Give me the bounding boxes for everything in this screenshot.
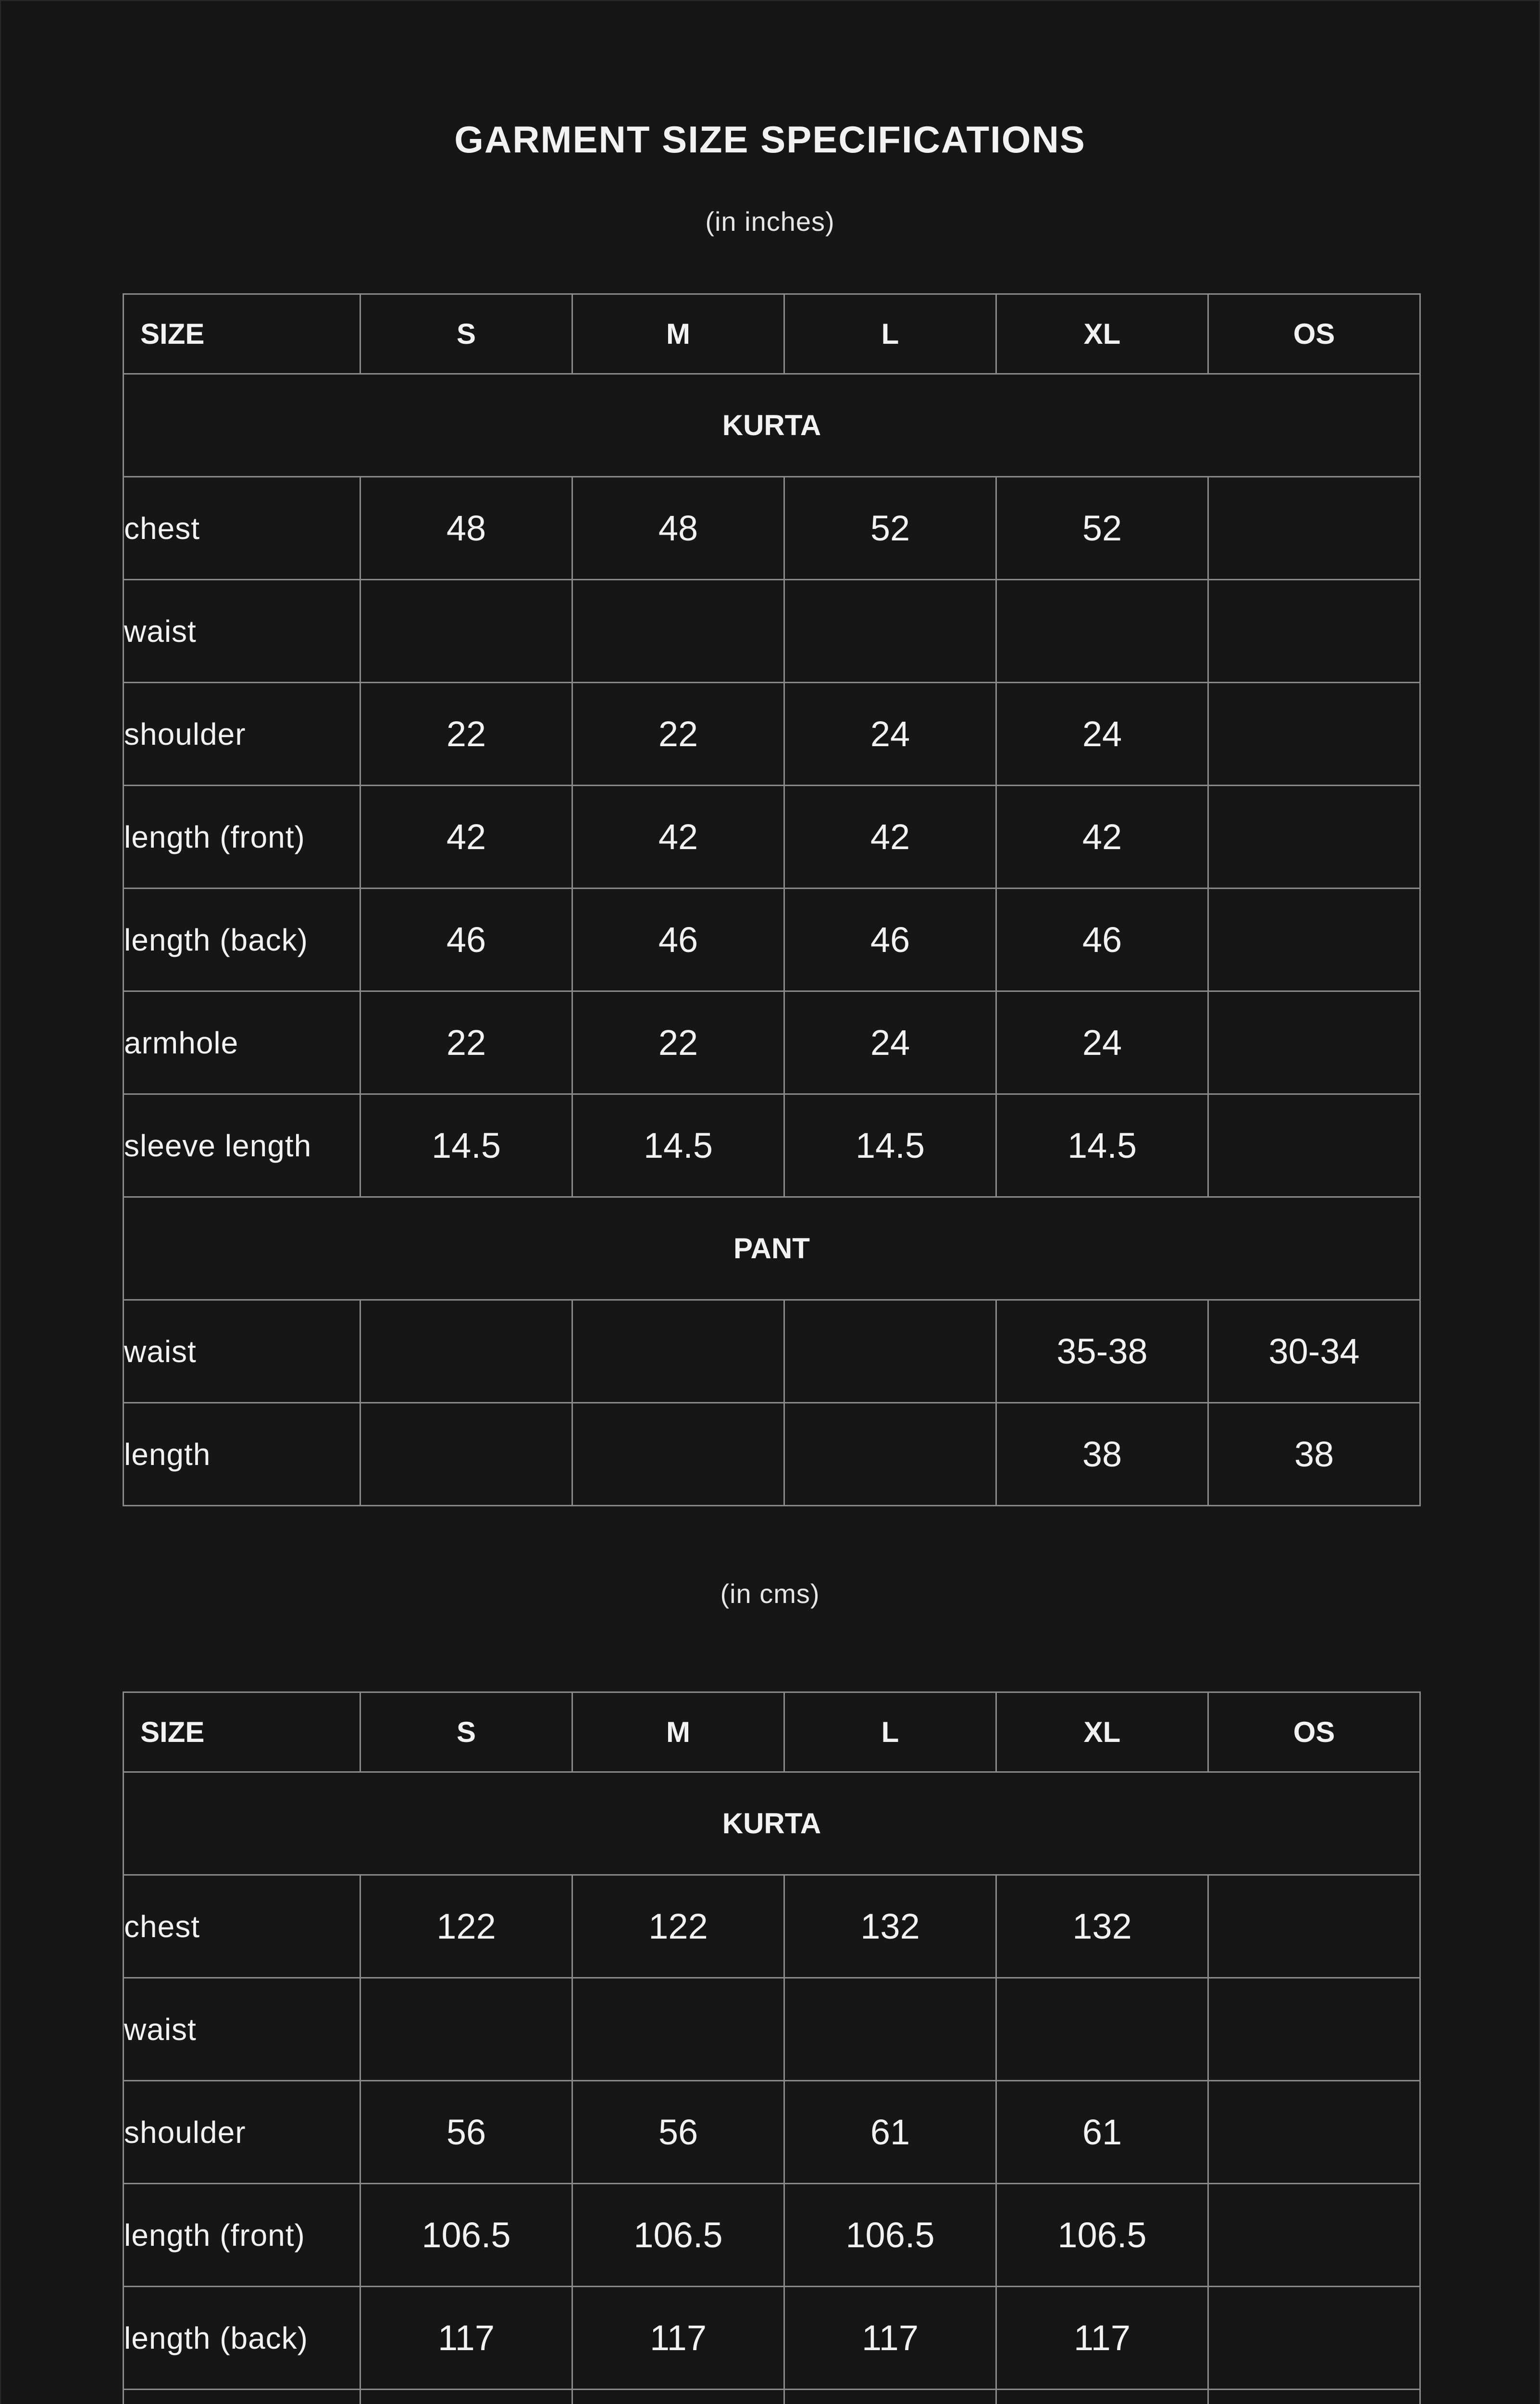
size-table-cms bbox=[123, 1691, 1421, 2404]
measurement-value bbox=[360, 1403, 572, 1506]
table-row bbox=[124, 1403, 1420, 1506]
table-row bbox=[124, 2287, 1420, 2390]
measurement-value bbox=[996, 2390, 1208, 2404]
measurement-value: 42 bbox=[996, 786, 1208, 889]
measurement-value: 132 bbox=[784, 1875, 996, 1978]
measurement-value: 24 bbox=[784, 991, 996, 1094]
measurement-value: 48 bbox=[360, 477, 572, 580]
measurement-value: 22 bbox=[360, 683, 572, 786]
measurement-value: 14.5 bbox=[572, 1094, 784, 1197]
measurement-value bbox=[996, 1978, 1208, 2081]
measurement-value bbox=[784, 1978, 996, 2081]
table-row bbox=[124, 991, 1420, 1094]
section-title: KURTA bbox=[124, 1772, 1420, 1875]
measurement-value: 38 bbox=[1208, 1403, 1420, 1506]
measurement-label: waist bbox=[124, 580, 360, 683]
measurement-value: 61 bbox=[996, 2081, 1208, 2184]
size-header-label: SIZE bbox=[124, 1692, 360, 1772]
measurement-value: 46 bbox=[572, 889, 784, 991]
size-header-s: S bbox=[360, 294, 572, 374]
measurement-value: 46 bbox=[360, 889, 572, 991]
measurement-value bbox=[1208, 1094, 1420, 1197]
measurement-label: length bbox=[124, 1403, 360, 1506]
measurement-label: armhole bbox=[124, 991, 360, 1094]
table-row bbox=[124, 2081, 1420, 2184]
measurement-value bbox=[1208, 2081, 1420, 2184]
table-row bbox=[124, 1875, 1420, 1978]
measurement-value bbox=[360, 580, 572, 683]
measurement-value: 46 bbox=[784, 889, 996, 991]
measurement-value: 117 bbox=[996, 2287, 1208, 2390]
measurement-value: 52 bbox=[996, 477, 1208, 580]
table-row bbox=[124, 786, 1420, 889]
measurement-value bbox=[572, 1978, 784, 2081]
measurement-value: 56 bbox=[360, 2081, 572, 2184]
measurement-value bbox=[572, 1300, 784, 1403]
measurement-label: length (front) bbox=[124, 2184, 360, 2287]
measurement-value bbox=[360, 1978, 572, 2081]
table-row bbox=[124, 1094, 1420, 1197]
measurement-value: 117 bbox=[360, 2287, 572, 2390]
unit-label-cms: (in cms) bbox=[720, 1578, 820, 1609]
measurement-value bbox=[1208, 991, 1420, 1094]
measurement-value bbox=[784, 1300, 996, 1403]
section-row-kurta bbox=[124, 374, 1420, 477]
measurement-value bbox=[1208, 683, 1420, 786]
measurement-value bbox=[360, 2390, 572, 2404]
page-title: GARMENT SIZE SPECIFICATIONS bbox=[454, 118, 1086, 161]
size-header-xl: XL bbox=[996, 294, 1208, 374]
measurement-value bbox=[1208, 786, 1420, 889]
table-row bbox=[124, 1978, 1420, 2081]
size-header-label: SIZE bbox=[124, 294, 360, 374]
measurement-value: 122 bbox=[360, 1875, 572, 1978]
table-row bbox=[124, 477, 1420, 580]
measurement-value: 22 bbox=[572, 991, 784, 1094]
size-header-xl: XL bbox=[996, 1692, 1208, 1772]
measurement-value: 132 bbox=[996, 1875, 1208, 1978]
measurement-label bbox=[124, 2390, 360, 2404]
measurement-value bbox=[360, 1300, 572, 1403]
measurement-value bbox=[1208, 2184, 1420, 2287]
measurement-value: 42 bbox=[784, 786, 996, 889]
measurement-value bbox=[572, 580, 784, 683]
measurement-value: 42 bbox=[572, 786, 784, 889]
size-table-inches bbox=[123, 293, 1421, 1506]
measurement-value bbox=[784, 1403, 996, 1506]
measurement-value bbox=[1208, 889, 1420, 991]
header-row bbox=[124, 294, 1420, 374]
size-header-m: M bbox=[572, 1692, 784, 1772]
measurement-label: length (front) bbox=[124, 786, 360, 889]
section-title: KURTA bbox=[124, 374, 1420, 477]
measurement-value: 42 bbox=[360, 786, 572, 889]
measurement-value bbox=[1208, 1875, 1420, 1978]
measurement-value: 30-34 bbox=[1208, 1300, 1420, 1403]
section-title: PANT bbox=[124, 1197, 1420, 1300]
measurement-value: 106.5 bbox=[360, 2184, 572, 2287]
measurement-value: 56 bbox=[572, 2081, 784, 2184]
measurement-label: chest bbox=[124, 477, 360, 580]
measurement-value: 106.5 bbox=[572, 2184, 784, 2287]
measurement-label: shoulder bbox=[124, 683, 360, 786]
measurement-value: 24 bbox=[996, 683, 1208, 786]
unit-label-inches: (in inches) bbox=[705, 206, 835, 237]
measurement-value bbox=[572, 2390, 784, 2404]
table-row bbox=[124, 2390, 1420, 2404]
measurement-label: length (back) bbox=[124, 2287, 360, 2390]
size-header-l: L bbox=[784, 294, 996, 374]
measurement-value: 106.5 bbox=[784, 2184, 996, 2287]
table-row bbox=[124, 889, 1420, 991]
measurement-value bbox=[572, 1403, 784, 1506]
measurement-value bbox=[784, 2390, 996, 2404]
measurement-value bbox=[1208, 2287, 1420, 2390]
size-header-m: M bbox=[572, 294, 784, 374]
measurement-value bbox=[996, 580, 1208, 683]
table-row bbox=[124, 580, 1420, 683]
measurement-value: 24 bbox=[996, 991, 1208, 1094]
measurement-label: length (back) bbox=[124, 889, 360, 991]
section-row-kurta bbox=[124, 1772, 1420, 1875]
measurement-label: sleeve length bbox=[124, 1094, 360, 1197]
size-header-l: L bbox=[784, 1692, 996, 1772]
measurement-value: 46 bbox=[996, 889, 1208, 991]
measurement-label: chest bbox=[124, 1875, 360, 1978]
measurement-value bbox=[1208, 2390, 1420, 2404]
table-row bbox=[124, 1300, 1420, 1403]
measurement-value: 122 bbox=[572, 1875, 784, 1978]
measurement-value: 35-38 bbox=[996, 1300, 1208, 1403]
measurement-value bbox=[1208, 580, 1420, 683]
measurement-value: 48 bbox=[572, 477, 784, 580]
table-row bbox=[124, 683, 1420, 786]
measurement-value bbox=[784, 580, 996, 683]
measurement-value: 22 bbox=[572, 683, 784, 786]
measurement-value: 61 bbox=[784, 2081, 996, 2184]
measurement-label: shoulder bbox=[124, 2081, 360, 2184]
table-row bbox=[124, 2184, 1420, 2287]
measurement-value: 14.5 bbox=[360, 1094, 572, 1197]
measurement-label: waist bbox=[124, 1300, 360, 1403]
measurement-value: 14.5 bbox=[784, 1094, 996, 1197]
size-header-os: OS bbox=[1208, 1692, 1420, 1772]
measurement-value: 14.5 bbox=[996, 1094, 1208, 1197]
section-row-pant bbox=[124, 1197, 1420, 1300]
measurement-value bbox=[1208, 1978, 1420, 2081]
size-header-os: OS bbox=[1208, 294, 1420, 374]
measurement-label: waist bbox=[124, 1978, 360, 2081]
header-row bbox=[124, 1692, 1420, 1772]
measurement-value: 117 bbox=[572, 2287, 784, 2390]
measurement-value: 52 bbox=[784, 477, 996, 580]
size-header-s: S bbox=[360, 1692, 572, 1772]
measurement-value: 117 bbox=[784, 2287, 996, 2390]
measurement-value bbox=[1208, 477, 1420, 580]
measurement-value: 22 bbox=[360, 991, 572, 1094]
measurement-value: 106.5 bbox=[996, 2184, 1208, 2287]
measurement-value: 24 bbox=[784, 683, 996, 786]
measurement-value: 38 bbox=[996, 1403, 1208, 1506]
